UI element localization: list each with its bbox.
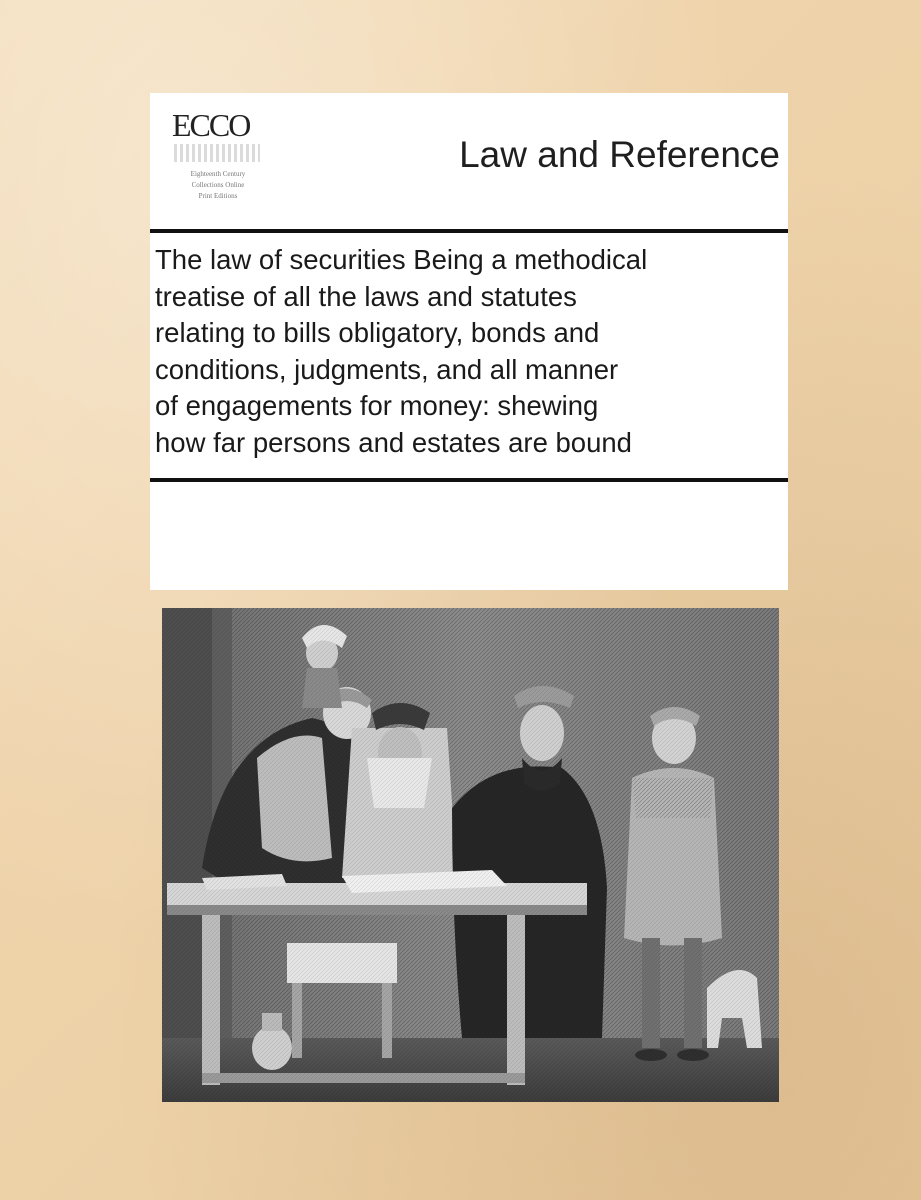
series-label: Law and Reference <box>459 134 780 175</box>
logo-line: Collections Online <box>191 181 245 189</box>
logo-mark: ECCO <box>172 107 250 143</box>
bottom-rule <box>150 478 788 482</box>
logo-line: Eighteenth Century <box>190 170 246 178</box>
title-line: of engagements for money: shewing <box>155 390 599 421</box>
logo-stripes <box>174 144 260 162</box>
top-rule <box>150 229 788 233</box>
ecco-logo <box>168 106 268 218</box>
engraving-image <box>162 608 779 1102</box>
title-line: conditions, judgments, and all manner <box>155 353 619 385</box>
title-line: The law of securities Being a methodical <box>155 244 648 275</box>
book-title <box>155 242 785 461</box>
title-line: treatise of all the laws and statutes <box>155 280 577 312</box>
cover-illustration <box>162 608 779 1102</box>
title-line: how far persons and estates are bound <box>155 426 632 458</box>
title-line: relating to bills obligatory, bonds and <box>155 317 600 348</box>
logo-line: Print Editions <box>198 192 238 200</box>
